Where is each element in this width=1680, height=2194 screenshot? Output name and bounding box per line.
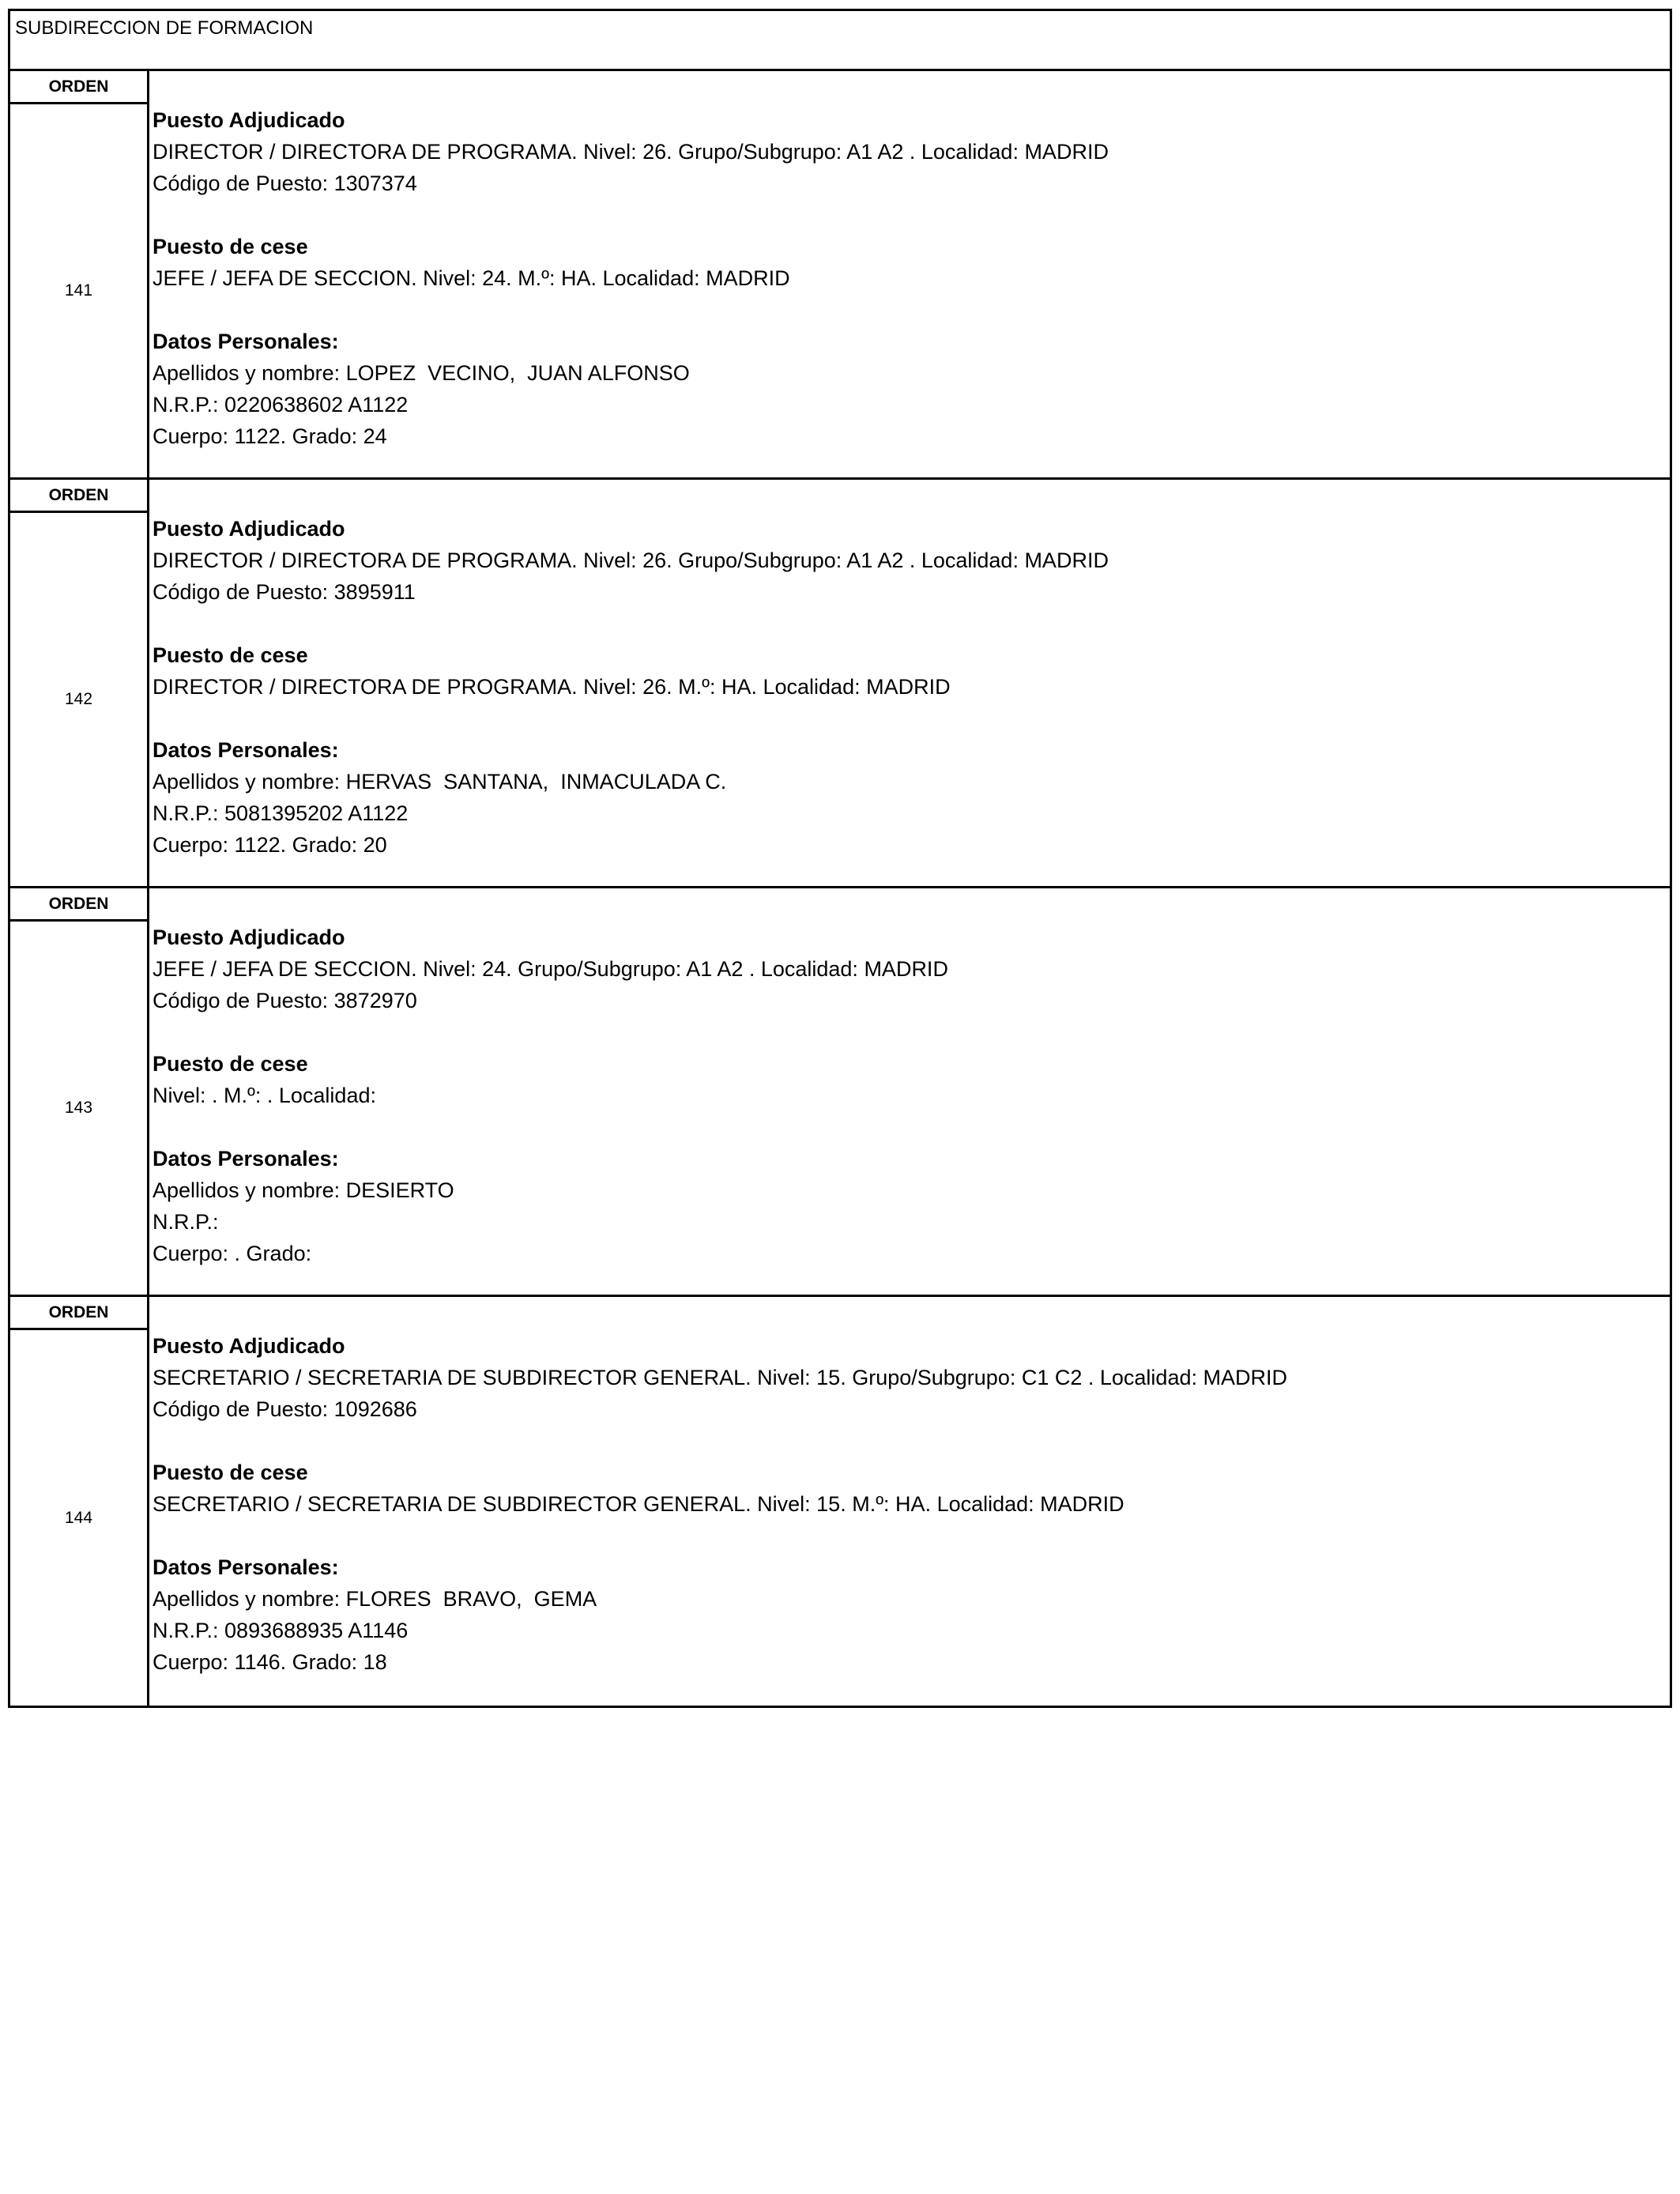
cese-line: JEFE / JEFA DE SECCION. Nivel: 24. M.º: HA. Localidad: MADRID [153, 266, 790, 290]
orden-number: 141 [64, 281, 93, 300]
adjudicado-heading: Puesto Adjudicado [153, 108, 345, 132]
adjudicado-heading: Puesto Adjudicado [153, 925, 345, 949]
entry-details [149, 71, 1670, 477]
cese-heading: Puesto de cese [153, 235, 308, 258]
entry-142 [10, 480, 1670, 888]
entry-144 [10, 1297, 1670, 1706]
orden-label: ORDEN [10, 71, 147, 104]
cese-line: Nivel: . M.º: . Localidad: [153, 1084, 376, 1107]
cese-line: DIRECTOR / DIRECTORA DE PROGRAMA. Nivel: 26. M.º: HA. Localidad: MADRID [153, 675, 951, 699]
orden-column [10, 1297, 149, 1706]
adjudicado-line: DIRECTOR / DIRECTORA DE PROGRAMA. Nivel: 26. Grupo/Subgrupo: A1 A2 . Localidad: MADRID [153, 140, 1109, 164]
section-title: SUBDIRECCION DE FORMACION [10, 11, 1670, 71]
cese-heading: Puesto de cese [153, 1461, 308, 1484]
orden-number: 144 [64, 1508, 93, 1527]
nombre-line: Apellidos y nombre: HERVAS SANTANA, INMACULADA C. [153, 770, 727, 794]
nombre-line: Apellidos y nombre: LOPEZ VECINO, JUAN ALFONSO [153, 361, 690, 385]
entry-details [149, 480, 1670, 886]
nombre-line: Apellidos y nombre: FLORES BRAVO, GEMA [153, 1587, 597, 1611]
orden-label: ORDEN [10, 480, 147, 513]
orden-number: 143 [64, 1099, 93, 1117]
document-table [8, 9, 1672, 1708]
cuerpo-line: Cuerpo: 1122. Grado: 24 [153, 424, 387, 448]
orden-column [10, 71, 149, 477]
orden-column [10, 480, 149, 886]
codigo-puesto: Código de Puesto: 3895911 [153, 580, 416, 604]
adjudicado-line: DIRECTOR / DIRECTORA DE PROGRAMA. Nivel: 26. Grupo/Subgrupo: A1 A2 . Localidad: MADRID [153, 548, 1109, 572]
personales-heading: Datos Personales: [153, 1555, 339, 1579]
codigo-puesto: Código de Puesto: 1307374 [153, 172, 417, 195]
nrp-line: N.R.P.: 0220638602 A1122 [153, 393, 409, 417]
cuerpo-line: Cuerpo: . Grado: [153, 1242, 312, 1265]
entry-details [149, 1297, 1670, 1706]
personales-heading: Datos Personales: [153, 330, 339, 353]
cese-line: SECRETARIO / SECRETARIA DE SUBDIRECTOR GENERAL. Nivel: 15. M.º: HA. Localidad: MADRID [153, 1492, 1124, 1516]
adjudicado-heading: Puesto Adjudicado [153, 517, 345, 541]
orden-column [10, 888, 149, 1295]
orden-label: ORDEN [10, 888, 147, 922]
nrp-line: N.R.P.: [153, 1210, 219, 1234]
personales-heading: Datos Personales: [153, 1147, 339, 1171]
nombre-line: Apellidos y nombre: DESIERTO [153, 1178, 454, 1202]
entry-details [149, 888, 1670, 1295]
entry-141 [10, 71, 1670, 480]
nrp-line: N.R.P.: 0893688935 A1146 [153, 1619, 409, 1642]
orden-label: ORDEN [10, 1297, 147, 1330]
cuerpo-line: Cuerpo: 1146. Grado: 18 [153, 1650, 387, 1674]
codigo-puesto: Código de Puesto: 3872970 [153, 989, 417, 1012]
adjudicado-line: JEFE / JEFA DE SECCION. Nivel: 24. Grupo/Subgrupo: A1 A2 . Localidad: MADRID [153, 957, 948, 981]
adjudicado-heading: Puesto Adjudicado [153, 1334, 345, 1358]
cese-heading: Puesto de cese [153, 643, 308, 667]
cese-heading: Puesto de cese [153, 1052, 308, 1076]
codigo-puesto: Código de Puesto: 1092686 [153, 1397, 417, 1421]
orden-number: 142 [64, 690, 93, 708]
entry-143 [10, 888, 1670, 1297]
adjudicado-line: SECRETARIO / SECRETARIA DE SUBDIRECTOR GENERAL. Nivel: 15. Grupo/Subgrupo: C1 C2 . Localidad: MADRID [153, 1366, 1287, 1389]
nrp-line: N.R.P.: 5081395202 A1122 [153, 801, 409, 825]
personales-heading: Datos Personales: [153, 738, 339, 762]
cuerpo-line: Cuerpo: 1122. Grado: 20 [153, 833, 387, 857]
